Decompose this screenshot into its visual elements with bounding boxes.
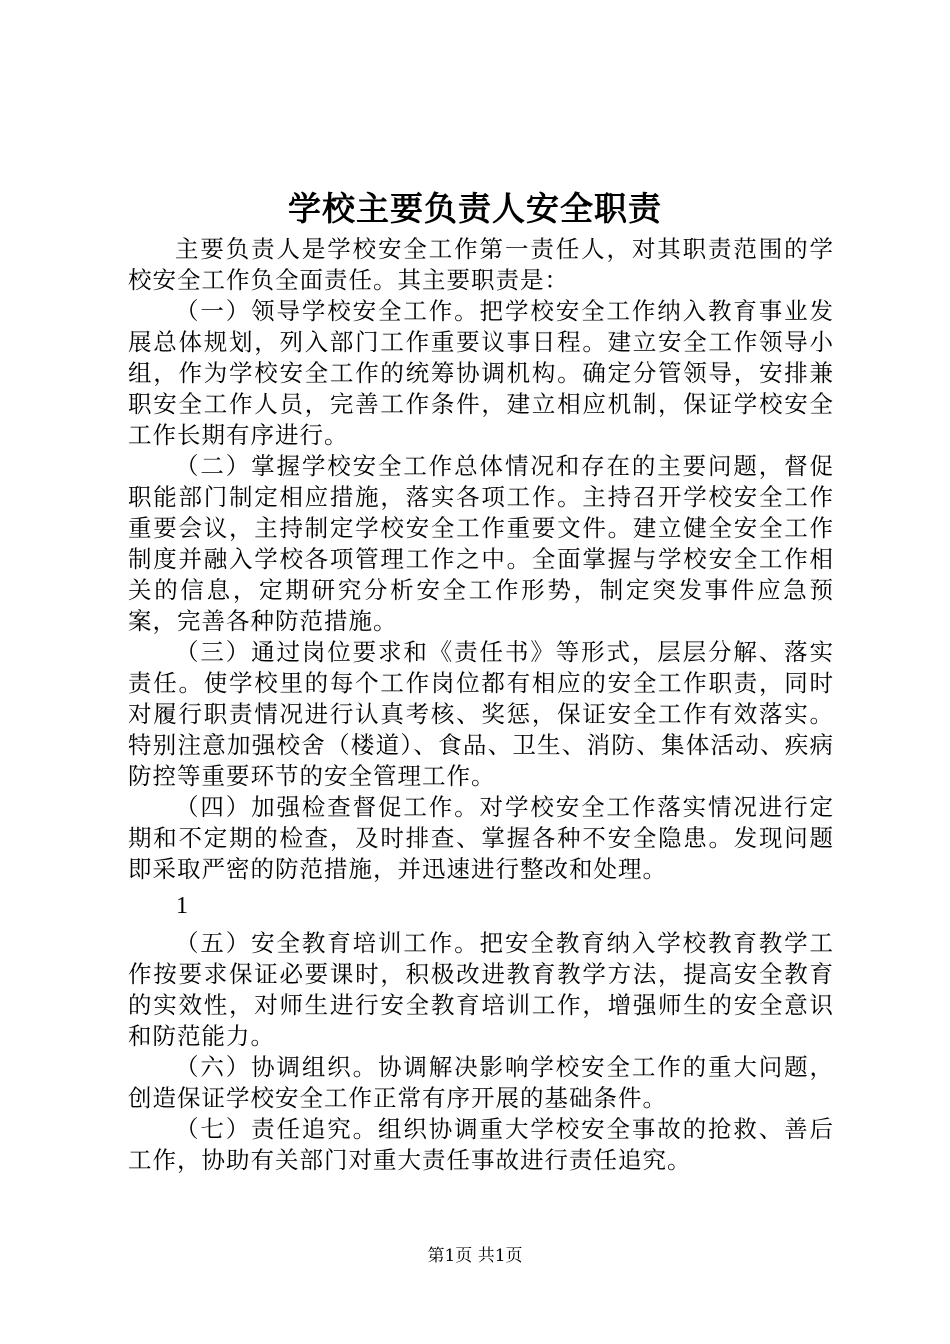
page-footer: 第1页 共1页 (427, 1246, 523, 1266)
paragraph-item-6: （六）协调组织。协调解决影响学校安全工作的重大问题，创造保证学校安全工作正常有序开展的基础条件。 (128, 1053, 834, 1112)
document-title: 学校主要负责人安全职责 (288, 189, 662, 228)
paragraph-item-7: （七）责任追究。组织协调重大学校安全事故的抢救、善后工作，协助有关部门对重大责任事故进行责任追究。 (128, 1115, 834, 1174)
inline-page-number: 1 (176, 893, 189, 919)
paragraph-item-1: （一）领导学校安全工作。把学校安全工作纳入教育事业发展总体规划，列入部门工作重要议事日程。建立安全工作领导小组，作为学校安全工作的统筹协调机构。确定分管领导，安排兼职安全工作人员，完善工作条件，建立相应机制，保证学校安全工作长期有序进行。 (128, 297, 834, 449)
paragraph-intro: 主要负责人是学校安全工作第一责任人，对其职责范围的学校安全工作负全面责任。其主要职责是： (128, 235, 834, 294)
paragraph-item-4: （四）加强检查督促工作。对学校安全工作落实情况进行定期和不定期的检查，及时排查、掌握各种不安全隐患。发现问题即采取严密的防范措施，并迅速进行整改和处理。 (128, 793, 834, 883)
paragraph-item-2: （二）掌握学校安全工作总体情况和存在的主要问题，督促职能部门制定相应措施，落实各项工作。主持召开学校安全工作重要会议，主持制定学校安全工作重要文件。建立健全安全工作制度并融入学校各项管理工作之中。全面掌握与学校安全工作相关的信息，定期研究分析安全工作形势，制定突发事件应急预案，完善各种防范措施。 (128, 452, 834, 635)
document-body (128, 234, 834, 1176)
paragraph-item-3: （三）通过岗位要求和《责任书》等形式，层层分解、落实责任。使学校里的每个工作岗位都有相应的安全工作职责，同时对履行职责情况进行认真考核、奖惩，保证安全工作有效落实。特别注意加强校舍（楼道）、食品、卫生、消防、集体活动、疾病防控等重要环节的安全管理工作。 (128, 638, 834, 790)
paragraph-item-5: （五）安全教育培训工作。把安全教育纳入学校教育教学工作按要求保证必要课时，积极改进教育教学方法，提高安全教育的实效性，对师生进行安全教育培训工作，增强师生的安全意识和防范能力。 (128, 929, 834, 1050)
